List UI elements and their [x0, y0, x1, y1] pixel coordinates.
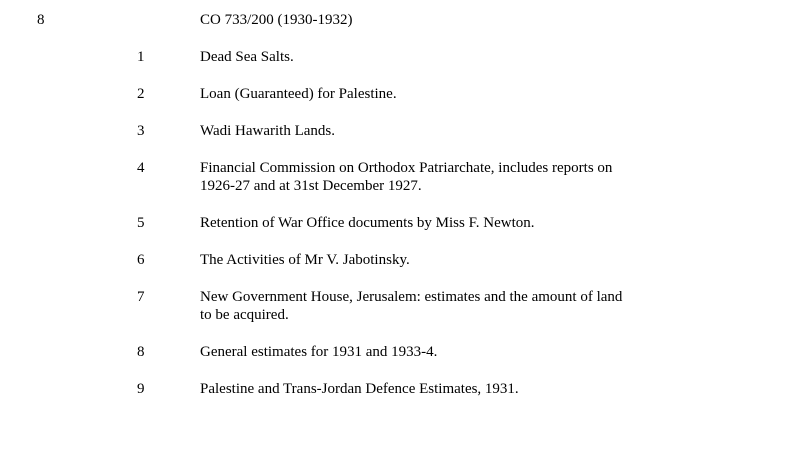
item-description: New Government House, Jerusalem: estimates and the amount of land to be acquired.: [200, 289, 623, 323]
list-item: [0, 122, 795, 159]
item-description: General estimates for 1931 and 1933-4.: [200, 344, 438, 360]
item-number: 9: [137, 381, 145, 397]
item-description: Loan (Guaranteed) for Palestine.: [200, 86, 397, 102]
item-description: The Activities of Mr V. Jabotinsky.: [200, 252, 410, 268]
item-number: 6: [137, 252, 145, 268]
list-item: [0, 85, 795, 122]
list-item: [0, 159, 795, 214]
entry-list: [0, 48, 795, 417]
item-number: 5: [137, 215, 145, 231]
item-description: Dead Sea Salts.: [200, 49, 294, 65]
item-number: 3: [137, 123, 145, 139]
item-number: 8: [137, 344, 145, 360]
list-item: [0, 214, 795, 251]
reel-number: 8: [37, 12, 45, 28]
item-number: 4: [137, 160, 145, 176]
file-reference: CO 733/200 (1930-1932): [200, 12, 353, 28]
item-number: 7: [137, 289, 145, 305]
item-description: Financial Commission on Orthodox Patriarchate, includes reports on 1926-27 and at 31st December 1927.: [200, 160, 613, 194]
list-item: [0, 48, 795, 85]
list-item: [0, 343, 795, 380]
list-item: [0, 288, 795, 343]
item-number: 2: [137, 86, 145, 102]
list-item: [0, 380, 795, 417]
list-item: [0, 251, 795, 288]
item-description: Palestine and Trans-Jordan Defence Estimates, 1931.: [200, 381, 519, 397]
item-number: 1: [137, 49, 145, 65]
item-description: Wadi Hawarith Lands.: [200, 123, 335, 139]
item-description: Retention of War Office documents by Miss F. Newton.: [200, 215, 535, 231]
